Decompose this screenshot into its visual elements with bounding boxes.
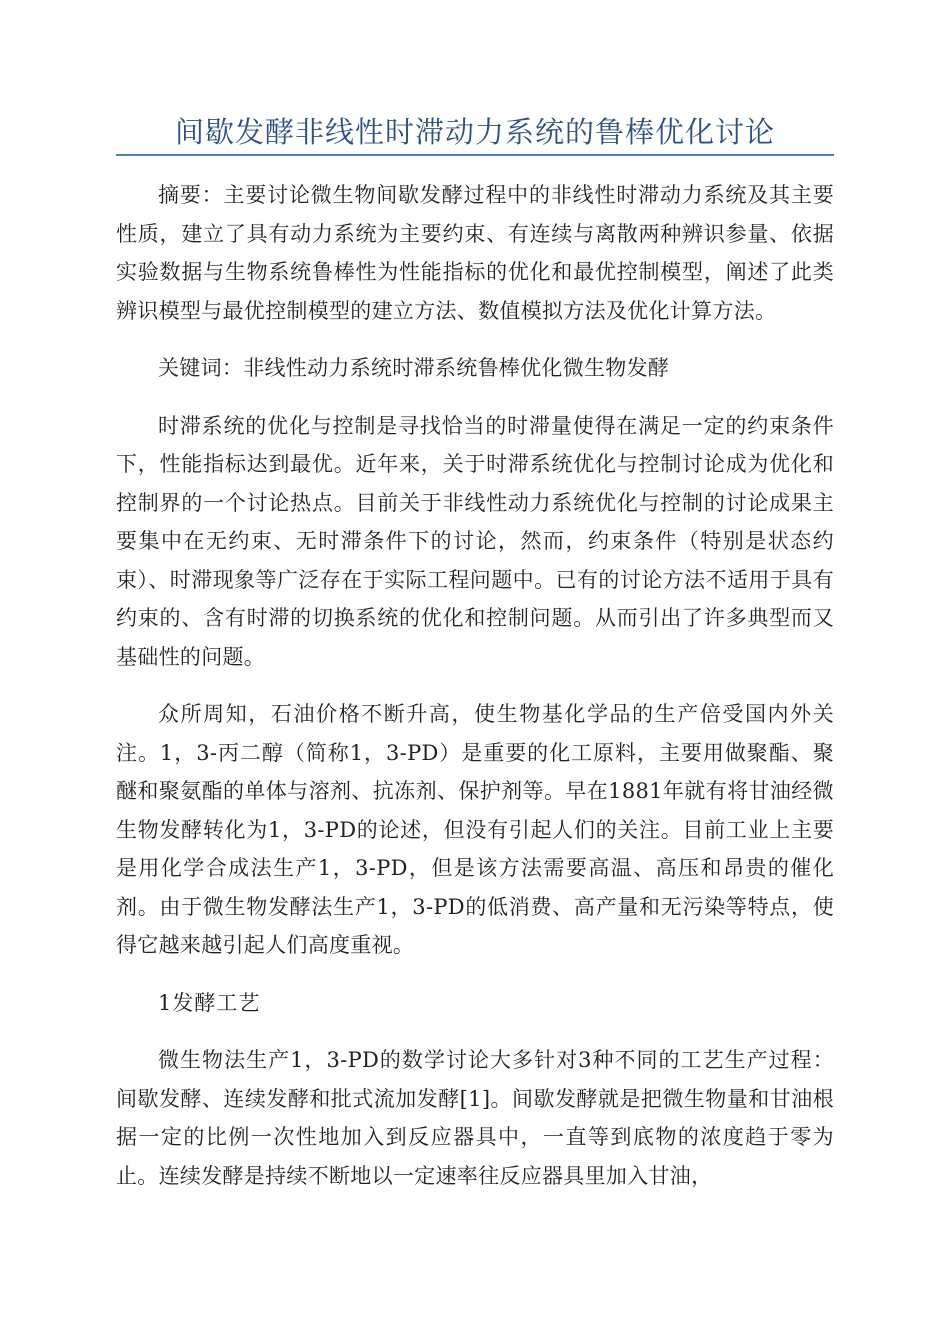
- document-body: [116, 176, 834, 1214]
- body-paragraph-3: 微生物法生产1，3-PD的数学讨论大多针对3种不同的工艺生产过程：间歇发酵、连续发酵和批式流加发酵[1]。间歇发酵就是把微生物量和甘油根据一定的比例一次性地加入到反应器具中，一直等到底物的浓度趋于零为止。连续发酵是持续不断地以一定速率往反应器具里加入甘油，: [116, 1048, 834, 1188]
- body-paragraph-1: 时滞系统的优化与控制是寻找恰当的时滞量使得在满足一定的约束条件下，性能指标达到最优。近年来，关于时滞系统优化与控制讨论成为优化和控制界的一个讨论热点。目前关于非线性动力系统优化与控制的讨论成果主要集中在无约束、无时滞条件下的讨论，然而，约束条件（特别是状态约束）、时滞现象等广泛存在于实际工程问题中。已有的讨论方法不适用于具有约束的、含有时滞的切换系统的优化和控制问题。从而引出了许多典型而又基础性的问题。: [116, 413, 834, 669]
- body-paragraph-2: 众所周知，石油价格不断升高，使生物基化学品的生产倍受国内外关注。1，3-丙二醇（简称1，3-PD）是重要的化工原料，主要用做聚酯、聚醚和聚氨酯的单体与溶剂、抗冻剂、保护剂等。早在1881年就有将甘油经微生物发酵转化为1，3-PD的论述，但没有引起人们的关注。目前工业上主要是用化学合成法生产1，3-PD，但是该方法需要高温、高压和昂贵的催化剂。由于微生物发酵法生产1，3-PD的低消费、高产量和无污染等特点，使得它越来越引起人们高度重视。: [116, 702, 834, 957]
- title-underline: [116, 154, 834, 156]
- section-heading: 1发酵工艺: [158, 990, 261, 1015]
- keywords-paragraph: 关键词：非线性动力系统时滞系统鲁棒优化微生物发酵: [158, 356, 670, 380]
- document-title: 间歇发酵非线性时滞动力系统的鲁棒优化讨论: [174, 115, 775, 149]
- abstract-paragraph: 摘要：主要讨论微生物间歇发酵过程中的非线性时滞动力系统及其主要性质，建立了具有动力系统为主要约束、有连续与离散两种辨识参量、依据实验数据与生物系统鲁棒性为性能指标的优化和最优控制模型，阐述了此类辨识模型与最优控制模型的建立方法、数值模拟方法及优化计算方法。: [116, 183, 834, 323]
